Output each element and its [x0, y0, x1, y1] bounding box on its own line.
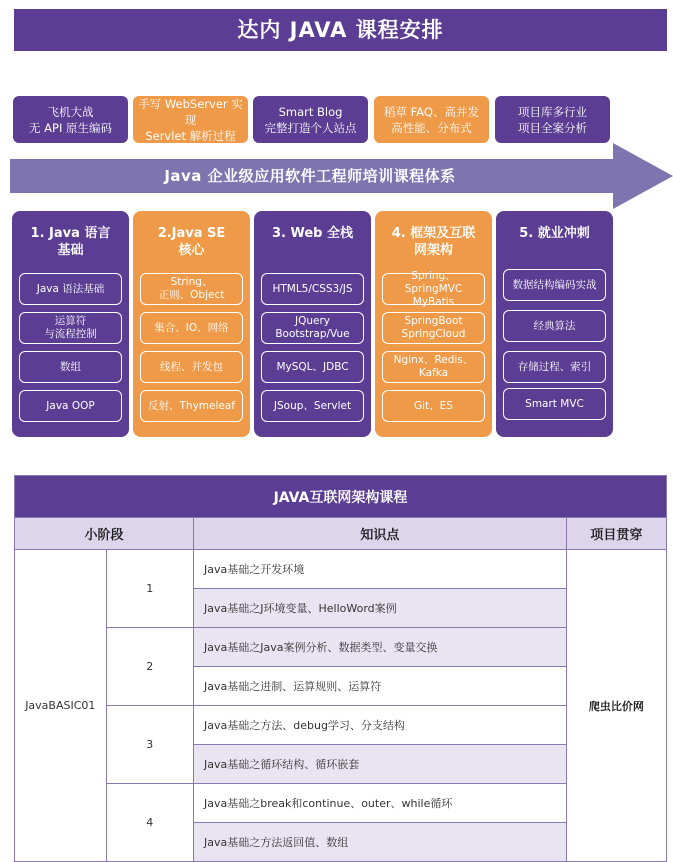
stage-title: 4. 框架及互联 网架构: [391, 226, 476, 258]
knowledge-point: Java基础之Java案例分析、数据类型、变量交换: [194, 628, 567, 667]
stage-item: 数据结构编码实战: [503, 269, 606, 301]
stage-item: 反射、Thymeleaf: [140, 390, 243, 422]
stage-title: 2.Java SE 核心: [157, 226, 226, 258]
project-name: 爬虫比价网: [566, 550, 666, 862]
knowledge-point: Java基础之方法、debug学习、分支结构: [194, 706, 567, 745]
sub-stage-number: 2: [106, 628, 193, 706]
knowledge-point: Java基础之进制、运算规则、运算符: [194, 667, 567, 706]
stage-item: Nginx、Redis、 Kafka: [382, 351, 485, 383]
knowledge-point: Java基础之break和continue、outer、while循环: [194, 784, 567, 823]
stage-item: SpringBoot SpringCloud: [382, 312, 485, 344]
stage-column-3: [254, 211, 371, 437]
curriculum-arrow-label: Java 企业级应用软件工程师培训课程体系: [164, 167, 456, 185]
stage-item: 集合、IO、网络: [140, 312, 243, 344]
stage-column-4: [375, 211, 492, 437]
knowledge-point: Java基础之循环结构、循环嵌套: [194, 745, 567, 784]
project-box-3: Smart Blog 完整打造个人站点: [253, 96, 368, 143]
stage-item: Git、ES: [382, 390, 485, 422]
table-title: JAVA互联网架构课程: [15, 476, 667, 518]
stage-column-2: [133, 211, 250, 437]
sub-stage-number: 3: [106, 706, 193, 784]
knowledge-point: Java基础之J环境变量、HelloWord案例: [194, 589, 567, 628]
header-stage: 小阶段: [15, 518, 194, 550]
knowledge-point: Java基础之方法返回值、数组: [194, 823, 567, 862]
stage-item: 经典算法: [503, 310, 606, 342]
stage-item: JQuery Bootstrap/Vue: [261, 312, 364, 344]
stage-title: 1. Java 语言 基础: [30, 226, 111, 258]
stage-item: MySQL、JDBC: [261, 351, 364, 383]
stage-item: Smart MVC: [503, 388, 606, 420]
stage-item: JSoup、Servlet: [261, 390, 364, 422]
course-table: [14, 475, 667, 862]
stage-item: 数组: [19, 351, 122, 383]
stage-item: HTML5/CSS3/JS: [261, 273, 364, 305]
module-name: JavaBASIC01: [15, 550, 107, 862]
stage-column-1: [12, 211, 129, 437]
project-box-2: 手写 WebServer 实现 Servlet 解析过程: [133, 96, 248, 143]
stage-item: 线程、并发包: [140, 351, 243, 383]
page-title: 达内 JAVA 课程安排: [14, 9, 667, 51]
stage-column-5: [496, 211, 613, 437]
stage-title: 5. 就业冲刺: [519, 226, 590, 241]
header-knowledge: 知识点: [194, 518, 567, 550]
project-box-5: 项目库多行业 项目全案分析: [495, 96, 610, 143]
sub-stage-number: 4: [106, 784, 193, 862]
knowledge-point: Java基础之开发环境: [194, 550, 567, 589]
sub-stage-number: 1: [106, 550, 193, 628]
stage-item: Spring、SpringMVC MyBatis: [382, 273, 485, 305]
stage-item: Java 语法基础: [19, 273, 122, 305]
project-box-1: 飞机大战 无 API 原生编码: [13, 96, 128, 143]
project-box-4: 稻草 FAQ、高并发 高性能、分布式: [374, 96, 489, 143]
stage-item: String、 正则、Object: [140, 273, 243, 305]
stage-item: 存储过程、索引: [503, 351, 606, 383]
stage-item: Java OOP: [19, 390, 122, 422]
stage-item: 运算符 与流程控制: [19, 312, 122, 344]
stage-title: 3. Web 全栈: [271, 226, 354, 241]
header-project: 项目贯穿: [566, 518, 666, 550]
